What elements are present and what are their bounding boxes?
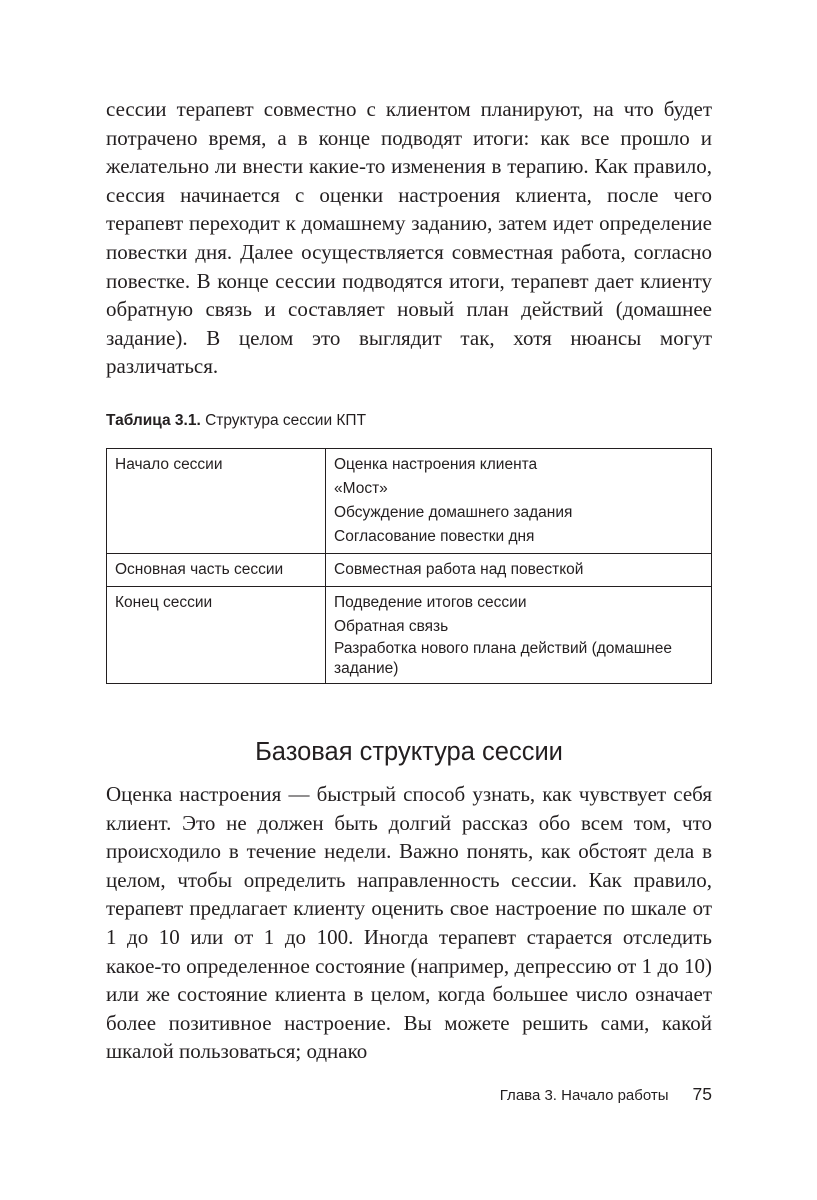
table-cell-item: Оценка настроения клиента <box>334 455 538 473</box>
table-cell-item: Подведение итогов сессии <box>334 593 527 611</box>
table-cell-stage: Начало сессии <box>107 448 326 553</box>
table-cell-stage: Конец сессии <box>107 586 326 683</box>
table-cell-items <box>326 553 712 586</box>
table-cell-item: «Мост» <box>334 479 388 497</box>
page-footer <box>500 1083 712 1107</box>
table-cell-item: Согласование повестки дня <box>334 527 535 545</box>
session-structure-table <box>106 448 712 684</box>
table-cell-items <box>326 586 712 683</box>
table-caption-title: Структура сессии КПТ <box>200 411 367 429</box>
table-cell-items <box>326 448 712 553</box>
page-number: 75 <box>692 1084 712 1104</box>
table-cell-item: Совместная работа над повесткой <box>334 560 584 578</box>
table-cell-item: Разработка нового плана действий (домашнее задание) <box>334 639 672 677</box>
table-cell-item: Обсуждение домашнего задания <box>334 503 573 521</box>
table-row <box>107 448 712 553</box>
page-content <box>106 95 712 1066</box>
intro-paragraph: сессии терапевт совместно с клиентом планируют, на что будет потрачено время, а в конце подводят итоги: как все прошло и желательно ли внести какие-то изменения в терапию. Как правило, сессия начинается с оценки настроения клиента, после чего терапевт переходит к домашнему заданию, затем идет определение повестки дня. Далее осуществляется совместная работа, согласно повестке. В конце сессии подводятся итоги, терапевт дает клиенту обратную связь и составляет новый план действий (домашнее задание). В целом это выглядит так, хотя нюансы могут различаться. <box>106 97 712 379</box>
running-head-chapter: Глава 3. Начало работы <box>499 1087 669 1104</box>
table-cell-item: Обратная связь <box>334 617 449 635</box>
table-caption-label: Таблица 3.1. <box>106 411 201 429</box>
table-caption <box>106 411 712 431</box>
section-heading: Базовая структура сессии <box>255 737 563 766</box>
table-row <box>107 586 712 683</box>
table-row <box>107 553 712 586</box>
table-cell-stage: Основная часть сессии <box>107 553 326 586</box>
body-paragraph: Оценка настроения — быстрый способ узнать, как чувствует себя клиент. Это не должен быть долгий рассказ обо всем том, что происходило в течение недели. Важно понять, как обстоят дела в целом, чтобы определить направленность сессии. Как правило, терапевт предлагает клиенту оценить свое настроение по шкале от 1 до 10 или от 1 до 100. Иногда терапевт старается отследить какое-то определенное состояние (например, депрессию от 1 до 10) или же состояние клиента в целом, когда большее число означает более позитивное настроение. Вы можете решить сами, какой шкалой пользоваться; однако <box>106 781 712 1064</box>
